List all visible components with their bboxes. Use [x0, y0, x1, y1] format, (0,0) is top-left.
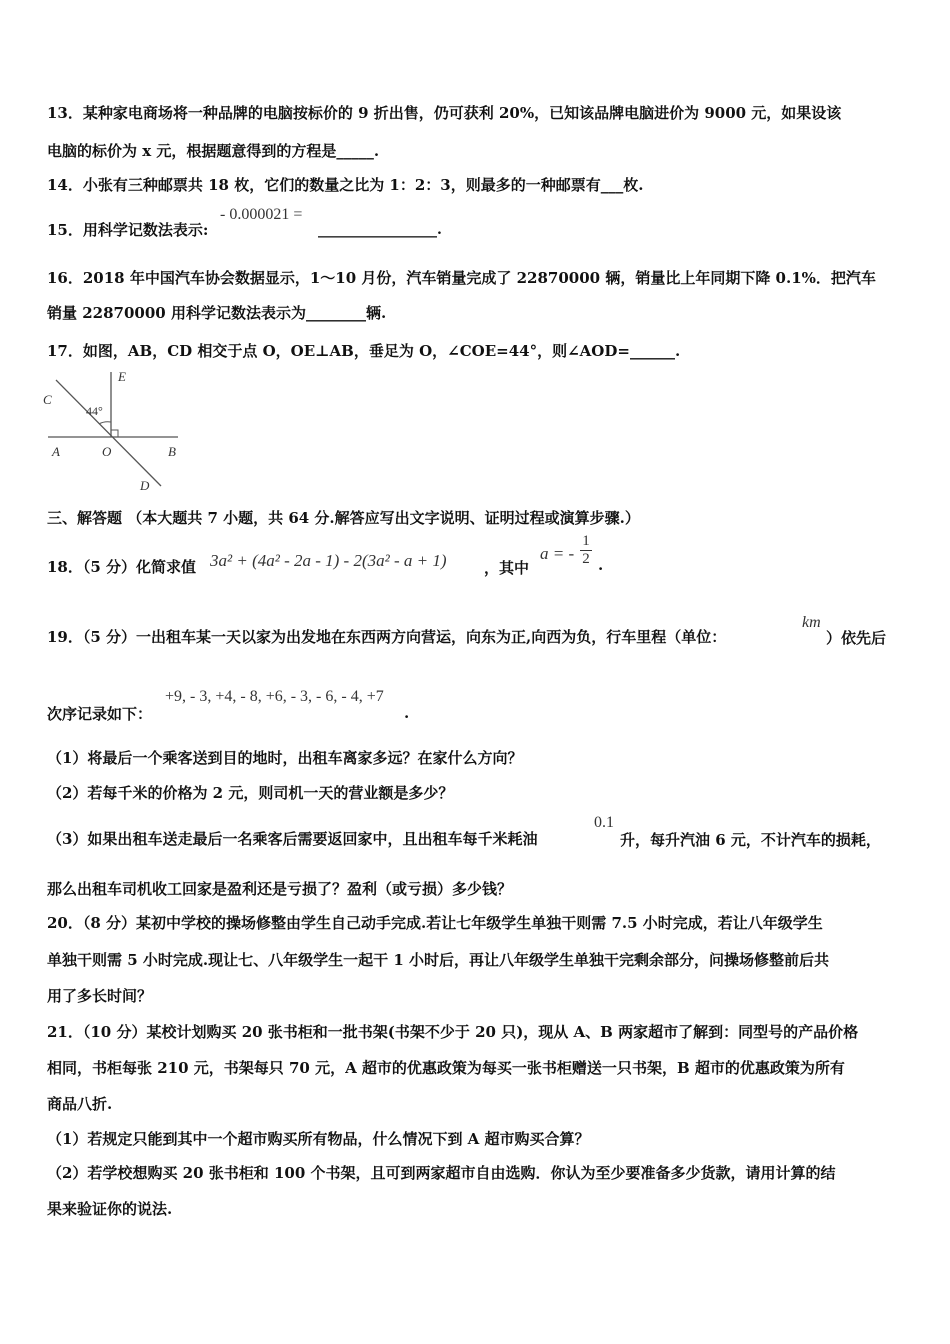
q18-label: 18．（5 分）化简求值	[47, 558, 197, 576]
q19-fuel-rate: 0.1	[594, 814, 614, 831]
q19-unit: km	[802, 614, 821, 631]
q13-line-2: 电脑的标价为 x 元，根据题意得到的方程是_____.	[47, 142, 380, 160]
label-o: O	[102, 444, 112, 459]
q18-expression: 3a² + (4a² - 2a - 1) - 2(3a² - a + 1)	[210, 551, 447, 570]
label-a: A	[52, 444, 60, 459]
label-c: C	[43, 392, 52, 407]
q20-line-2: 单独干则需 5 小时完成.现让七、八年级学生一起干 1 小时后，再让八年级学生单独干完剩余部分，问操场修整前后共	[47, 951, 829, 969]
q15-answer-blank: _________________.	[318, 222, 442, 238]
q18-where: ，其中	[484, 559, 530, 577]
q19-line-2a: 次序记录如下：	[47, 705, 153, 723]
line-cd	[56, 380, 161, 486]
q15-expression: - 0.000021 =	[220, 206, 303, 223]
q19-line-1a: 19．（5 分）一出租车某一天以家为出发地在东西两方向营运，向东为正,向西为负，行车里程（单位：	[47, 628, 727, 646]
q19-line-1b: ）依先后	[826, 629, 887, 647]
q21-line-1: 21．（10 分）某校计划购买 20 张书柜和一批书架(书架不少于 20 只)，现从 A、B 两家超市了解到：同型号的产品价格	[47, 1023, 859, 1041]
label-b: B	[168, 444, 176, 459]
q18-fraction-numerator: 1	[582, 533, 590, 549]
q16-line-1: 16．2018 年中国汽车协会数据显示，1～10 月份，汽车销量完成了 22870000 辆，销量比上年同期下降 0.1%．把汽车	[47, 269, 876, 287]
q19-part-2: （2）若每千米的价格为 2 元，则司机一天的营业额是多少？	[47, 784, 454, 802]
q19-part-3b: 升，每升汽油 6 元，不计汽车的损耗，	[620, 831, 881, 849]
q21-part-1: （1）若规定只能到其中一个超市购买所有物品，什么情况下到 A 超市购买合算？	[47, 1130, 590, 1148]
angle-arc	[99, 422, 111, 424]
section-3-heading: 三、解答题 （本大题共 7 小题，共 64 分.解答应写出文字说明、证明过程或演算步骤.）	[47, 509, 640, 527]
q19-records: +9, - 3, +4, - 8, +6, - 3, - 6, - 4, +7	[165, 688, 384, 705]
q21-part-2b: 果来验证你的说法.	[47, 1200, 173, 1218]
q17-text: 17．如图，AB，CD 相交于点 O，OE⊥AB，垂足为 O，∠COE=44°，则∠AOD=______.	[47, 342, 681, 360]
q19-part-3a: （3）如果出租车送走最后一名乘客后需要返回家中，且出租车每千米耗油	[47, 830, 538, 848]
q18-fraction-denominator: 2	[582, 551, 590, 567]
q18-condition: a = -	[540, 544, 575, 563]
q21-line-2: 相同，书柜每张 210 元，书架每只 70 元，A 超市的优惠政策为每买一张书柜赠送一只书架，B 超市的优惠政策为所有	[47, 1059, 845, 1077]
q19-line-2b: .	[404, 704, 410, 722]
q15-label: 15．用科学记数法表示:	[47, 221, 209, 239]
q19-part-3c: 那么出租车司机收工回家是盈利还是亏损了？盈利（或亏损）多少钱？	[47, 880, 513, 898]
q14-text: 14．小张有三种邮票共 18 枚，它们的数量之比为 1：2：3，则最多的一种邮票有___枚.	[47, 176, 644, 194]
q18-period: .	[598, 556, 604, 574]
label-d: D	[140, 478, 150, 493]
q19-part-1: （1）将最后一个乘客送到目的地时，出租车离家多远？在家什么方向？	[47, 749, 523, 767]
q16-line-2: 销量 22870000 用科学记数法表示为________辆.	[47, 304, 387, 322]
q20-line-1: 20．（8 分）某初中学校的操场修整由学生自己动手完成.若让七年级学生单独干则需 7.5 小时完成，若让八年级学生	[47, 914, 823, 932]
angle-label: 44°	[86, 404, 103, 418]
intersecting-lines-figure	[40, 366, 180, 494]
q13-line-1: 13．某种家电商场将一种品牌的电脑按标价的 9 折出售，仍可获利 20%，已知该品牌电脑进价为 9000 元，如果设该	[47, 104, 842, 122]
q18-fraction	[580, 533, 592, 568]
q20-line-3: 用了多长时间？	[47, 987, 153, 1005]
label-e: E	[118, 369, 126, 384]
q21-part-2a: （2）若学校想购买 20 张书柜和 100 个书架，且可到两家超市自由选购．你认为至少要准备多少货款，请用计算的结	[47, 1164, 836, 1182]
q21-line-3: 商品八折.	[47, 1095, 113, 1113]
